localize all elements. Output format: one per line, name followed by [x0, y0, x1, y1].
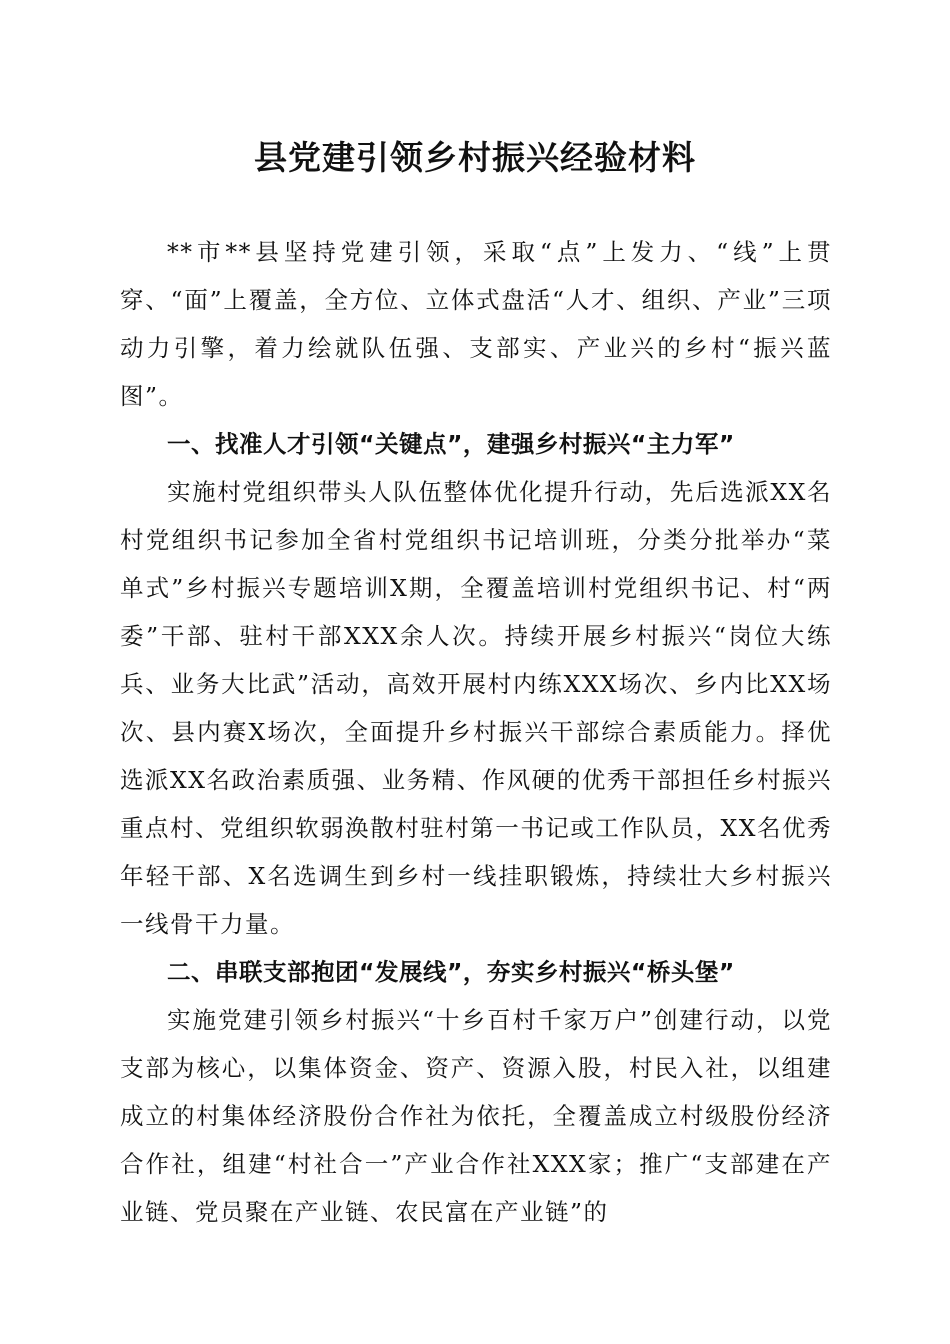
section-heading-2: 二、串联支部抱团“发展线”，夯实乡村振兴“桥头堡” — [167, 958, 735, 986]
section-heading-1: 一、找准人才引领“关键点”，建强乡村振兴“主力军” — [167, 430, 735, 458]
document-title: 县党建引领乡村振兴经验材料 — [254, 138, 696, 177]
section-body-1: 实施村党组织带头人队伍整体优化提升行动，先后选派XX名村党组织书记参加全省村党组织书记培训班，分类分批举办“菜单式”乡村振兴专题培训X期，全覆盖培训村党组织书记、村“两委”干部、驻村干部XXX余人次。持续开展乡村振兴“岗位大练兵、业务大比武”活动，高效开展村内练XXX场次、乡内比XX场次、县内赛X场次，全面提升乡村振兴干部综合素质能力。择优选派XX名政治素质强、业务精、作风硬的优秀干部担任乡村振兴重点村、党组织软弱涣散村驻村第一书记或工作队员，XX名优秀年轻干部、X名选调生到乡村一线挂职锻炼，持续壮大乡村振兴一线骨干力量。 — [120, 478, 832, 938]
intro-paragraph: **市**县坚持党建引领，采取“点”上发力、“线”上贯穿、“面”上覆盖，全方位、立体式盘活“人才、组织、产业”三项动力引擎，着力绘就队伍强、支部实、产业兴的乡村“振兴蓝图”。 — [120, 238, 832, 410]
document-body — [120, 228, 832, 1236]
section-body-2: 实施党建引领乡村振兴“十乡百村千家万户”创建行动，以党支部为核心，以集体资金、资产、资源入股，村民入社，以组建成立的村集体经济股份合作社为依托，全覆盖成立村级股份经济合作社，组建“村社合一”产业合作社XXX家；推广“支部建在产业链、党员聚在产业链、农民富在产业链”的 — [120, 1006, 832, 1226]
